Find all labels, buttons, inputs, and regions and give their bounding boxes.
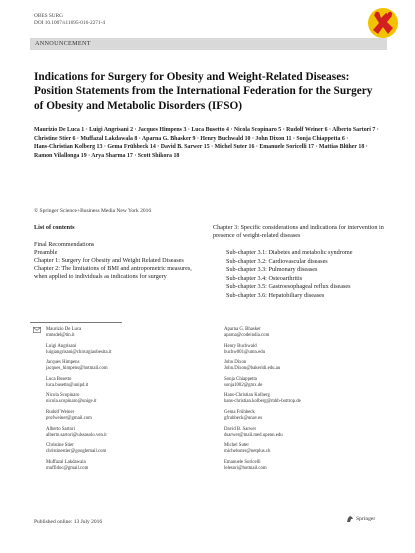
- toc-entry: Final Recommendations: [34, 241, 95, 248]
- toc-subchapter-list: [226, 249, 391, 300]
- contact-entry: [46, 427, 196, 439]
- author-separator: ·: [228, 127, 234, 133]
- contact-name: Christine Stier: [46, 443, 74, 449]
- contact-name: Muffazal Lakdawala: [46, 459, 86, 465]
- author-name[interactable]: Gema Frühbeck 14: [107, 144, 156, 151]
- author-name[interactable]: Christine Stier 6: [34, 135, 76, 142]
- contact-entry: [46, 377, 196, 389]
- author-name[interactable]: Luigi Angrisani 2: [89, 127, 134, 133]
- toc-subchapter: Sub-chapter 3.5: Gastroesophageal reflux diseases: [226, 283, 351, 290]
- contact-name: Nicola Scopinaro: [46, 393, 80, 399]
- contact-email[interactable]: gfruhbeck@unav.es: [224, 415, 263, 421]
- contact-name: Henry Buchwald: [224, 343, 257, 349]
- contact-email[interactable]: profweiner@gmail.com: [46, 415, 92, 421]
- contact-entry: [46, 460, 196, 472]
- contact-entry: [224, 410, 374, 422]
- contact-entry: [46, 344, 196, 356]
- toc-entry: Chapter 2: The limitations of BMI and antropometric measures, when applied to individuals as indications for surgery: [34, 265, 192, 280]
- author-name[interactable]: Emanuele Soricelli 17: [259, 144, 314, 151]
- author-name[interactable]: Nicola Scopinaro 5: [233, 127, 282, 133]
- obesity-surgery-logo-icon: [366, 6, 400, 40]
- author-separator: ·: [132, 152, 138, 159]
- author-name[interactable]: Mattias Blüher 18: [318, 144, 365, 151]
- envelope-icon: [33, 327, 41, 333]
- author-separator: ·: [250, 135, 256, 142]
- contact-entry: [46, 327, 196, 339]
- toc-subchapter: Sub-chapter 3.2: Cardiovascular diseases: [226, 257, 328, 265]
- author-name[interactable]: David B. Sarwer 15: [160, 144, 210, 151]
- contact-email[interactable]: alberto.sartori@ulssasolo.ven.it: [46, 432, 107, 438]
- publisher-name: Springer: [356, 516, 376, 522]
- contact-entry: [46, 393, 196, 405]
- copyright-text: © Springer Science+Business Media New York 2016: [34, 208, 152, 214]
- contact-entry: [224, 327, 374, 339]
- published-date: Published online: 13 July 2016: [34, 519, 103, 525]
- contact-email[interactable]: mmsdel@tin.it: [46, 333, 75, 338]
- contact-name: Maurizio De Luca: [46, 327, 82, 332]
- author-name[interactable]: Aparna G. Bhasker 9: [141, 135, 196, 142]
- contact-name: Aparna G. Bhasker: [224, 327, 261, 332]
- author-name[interactable]: Alberto Sartori 7: [332, 127, 376, 133]
- author-separator: ·: [186, 127, 192, 133]
- contact-email[interactable]: hans-christian.kolberg@mhb-bottrop.de: [224, 399, 301, 405]
- contact-email[interactable]: aparna@codeindia.com: [224, 333, 270, 338]
- contact-email[interactable]: michelsuter@netplus.ch: [224, 449, 271, 455]
- contact-name: Alberto Sartori: [46, 426, 75, 432]
- author-name[interactable]: Scott Shikora 18: [137, 152, 180, 159]
- contact-email[interactable]: sonja1002@gmx.de: [224, 382, 263, 388]
- author-name[interactable]: Michel Suter 16: [214, 144, 255, 151]
- toc-chapter3-intro: Chapter 3: Specific considerations and indications for intervention in presence of weight-related diseases: [213, 224, 384, 239]
- contact-email[interactable]: luca.busetto@unipd.it: [46, 382, 89, 388]
- toc-subchapter: Sub-chapter 3.6: Hepatobiliary diseases: [226, 291, 325, 299]
- author-name[interactable]: Maurizio De Luca 1: [34, 127, 85, 133]
- author-separator: ·: [291, 135, 297, 142]
- springer-horse-icon: [346, 515, 354, 523]
- contact-email[interactable]: lelesori@hotmail.com: [224, 465, 267, 471]
- contact-entry: [46, 360, 196, 372]
- author-separator: ·: [281, 127, 287, 133]
- contact-name: Jacques Himpens: [46, 360, 80, 366]
- contact-email[interactable]: luigiangrisani@chirurgiaobesita.it: [46, 349, 112, 355]
- author-name[interactable]: John Dixon 11: [255, 135, 292, 142]
- author-separator: ·: [209, 144, 215, 151]
- contact-name: Luigi Angrisani: [46, 343, 77, 349]
- article-title: Indications for Surgery for Obesity and Weight-Related Diseases: Position Statements from the International Federation for the Surgery of Obesity and Metabolic Disorders (IFSO): [34, 71, 373, 112]
- contact-entry: [224, 377, 374, 389]
- publisher-mark: [346, 515, 375, 523]
- contact-email[interactable]: christinestier@googlemail.com: [46, 449, 107, 455]
- contact-name: Emanuele Soricelli: [224, 459, 261, 465]
- author-separator: ·: [133, 127, 138, 133]
- author-name[interactable]: Hans-Christian Kolberg 13: [34, 144, 103, 151]
- contact-name: Michel Suter: [224, 443, 249, 449]
- contact-entry: [224, 393, 374, 405]
- contact-email[interactable]: dsarwer@mail.med.upenn.edu: [224, 432, 283, 438]
- author-separator: ·: [102, 144, 108, 151]
- author-separator: ·: [195, 135, 201, 142]
- toc-subchapter: Sub-chapter 3.4: Osteoarthritis: [226, 274, 303, 282]
- banner-label: ANNOUNCEMENT: [35, 40, 91, 47]
- contact-name: John Dixon: [224, 360, 247, 366]
- toc-heading: List of contents: [34, 224, 75, 231]
- author-list: [34, 126, 386, 160]
- author-separator: ·: [254, 144, 260, 151]
- contact-entry: [224, 360, 374, 372]
- author-separator: ·: [86, 152, 92, 159]
- author-name[interactable]: Sonja Chiappetta 6: [296, 135, 345, 142]
- journal-header: [34, 13, 105, 27]
- contact-entry: [224, 460, 374, 472]
- author-separator: ·: [344, 135, 349, 142]
- footnote-divider: [30, 322, 122, 323]
- author-separator: ·: [313, 144, 319, 151]
- author-name[interactable]: Arya Sharma 17: [91, 152, 133, 159]
- contacts-left-column: [46, 327, 196, 476]
- author-name[interactable]: Jacques Himpens 3: [137, 127, 187, 133]
- toc-subchapter: Sub-chapter 3.3: Pulmonary diseases: [226, 266, 318, 273]
- contact-name: Rudolf Weiner: [46, 409, 75, 415]
- author-name[interactable]: Muffazal Lakdawala 8: [80, 135, 138, 142]
- author-name[interactable]: Luca Busetto 4: [191, 127, 229, 133]
- journal-name: OBES SURG: [34, 13, 63, 19]
- toc-entry: Preamble: [34, 249, 58, 256]
- contacts-right-column: [224, 327, 374, 476]
- author-name[interactable]: Rudolf Weiner 6: [286, 127, 328, 133]
- contact-name: Sonja Chiappetta: [224, 376, 257, 382]
- contact-email[interactable]: John.Dixon@bakeridi.edu.au: [224, 366, 281, 372]
- contact-name: Hans-Christian Kolberg: [224, 393, 270, 399]
- author-separator: ·: [155, 144, 161, 151]
- contact-entry: [46, 410, 196, 422]
- contact-email[interactable]: jacques_himpens@hotmail.com: [46, 366, 108, 372]
- contact-email[interactable]: nicola.scopinaro@unige.it: [46, 399, 97, 405]
- journal-doi[interactable]: DOI 10.1007/s11695-016-2271-4: [34, 20, 106, 26]
- copyright-line: [34, 208, 151, 214]
- contact-email[interactable]: buchw001@umn.edu: [224, 349, 266, 355]
- author-separator: ·: [75, 135, 81, 142]
- contact-entry: [224, 443, 374, 455]
- contact-email[interactable]: muffidoc@gmail.com: [46, 465, 89, 471]
- contact-entry: [224, 427, 374, 439]
- contact-entry: [224, 344, 374, 356]
- author-name[interactable]: Henry Buchwald 10: [200, 135, 251, 142]
- toc-subchapter: Sub-chapter 3.1: Diabetes and metabolic syndrome: [226, 249, 353, 256]
- author-separator: ·: [364, 144, 368, 151]
- author-separator: ·: [327, 127, 333, 133]
- author-name[interactable]: Ramon Vilallonga 19: [34, 152, 87, 159]
- contact-name: David B. Sarwer: [224, 426, 257, 432]
- toc-entry: Chapter 1: Surgery for Obesity and Weight Related Diseases: [34, 257, 184, 264]
- contact-name: Gema Frühbeck: [224, 409, 255, 415]
- author-separator: ·: [84, 127, 90, 133]
- announcement-banner: [30, 38, 387, 50]
- contact-entry: [46, 443, 196, 455]
- contact-name: Luca Busetto: [46, 376, 72, 382]
- toc-left-column: [34, 241, 202, 281]
- author-separator: ·: [375, 127, 379, 133]
- author-separator: ·: [137, 135, 142, 142]
